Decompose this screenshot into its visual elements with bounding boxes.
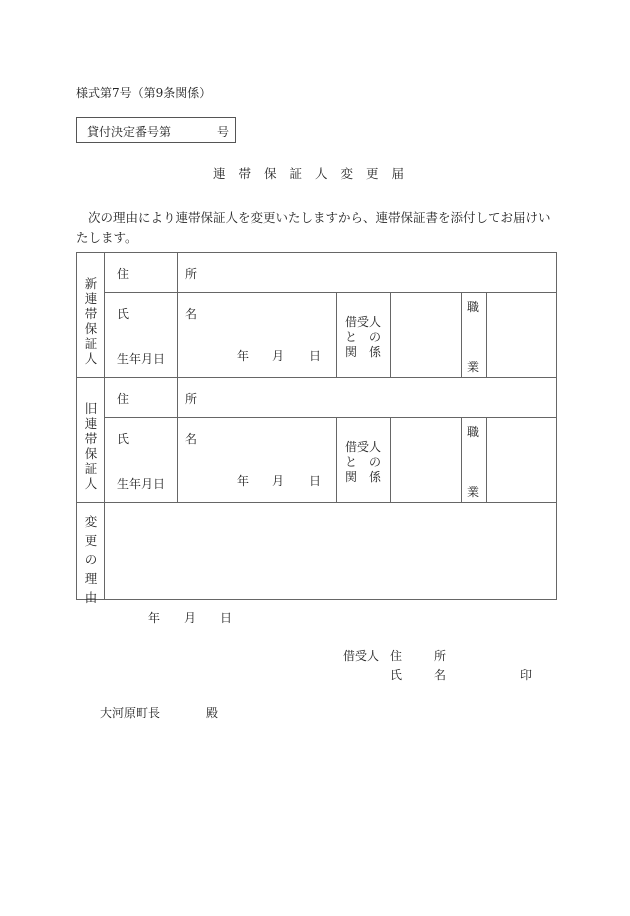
old-address-label: 住 所 — [117, 392, 220, 406]
old-name-field[interactable] — [178, 418, 336, 458]
new-name-label: 氏 名 — [117, 307, 220, 321]
new-occupation-field[interactable] — [487, 293, 556, 377]
submit-day-unit: 日 — [220, 611, 233, 625]
old-occupation-label-bottom: 業 — [467, 485, 480, 499]
table-border-right — [556, 252, 557, 600]
addressee-honorific: 殿 — [206, 706, 219, 720]
new-birth-month-unit: 月 — [272, 349, 285, 363]
reason-field[interactable] — [105, 503, 556, 599]
borrower-address-label: 住 所 — [390, 649, 457, 663]
old-birth-year-unit: 年 — [237, 474, 250, 488]
col-divider — [461, 417, 462, 502]
borrower-address-field[interactable] — [440, 645, 550, 663]
decision-number-box[interactable] — [76, 117, 236, 143]
new-relation-field[interactable] — [391, 293, 461, 377]
old-relation-label-line3: 関 係 — [345, 470, 382, 484]
old-name-label: 氏 名 — [117, 432, 220, 446]
old-birthdate-label: 生年月日 — [117, 477, 166, 491]
new-relation-label-line1: 借受人 — [345, 315, 382, 329]
new-name-field[interactable] — [178, 293, 336, 333]
new-relation-label-line2: と の — [345, 330, 382, 344]
submit-year-unit: 年 — [148, 611, 161, 625]
new-relation-label-line3: 関 係 — [345, 345, 382, 359]
table-border-left — [76, 252, 77, 600]
old-occupation-label-top: 職 — [467, 425, 480, 439]
new-birth-day-unit: 日 — [309, 349, 322, 363]
decision-number-label: 貸付決定番号第 — [87, 125, 172, 139]
old-relation-label-line1: 借受人 — [345, 440, 382, 454]
new-address-field[interactable] — [178, 253, 556, 292]
old-birth-month-unit: 月 — [272, 474, 285, 488]
borrower-name-field[interactable] — [440, 664, 510, 682]
old-guarantor-section-label: 旧連帯保証人 — [84, 401, 98, 491]
old-occupation-field[interactable] — [487, 418, 556, 502]
addressee: 大河原町長 — [100, 706, 161, 720]
borrower-label: 借受人 — [343, 649, 380, 663]
borrower-name-label: 氏 名 — [390, 668, 457, 682]
col-divider — [336, 417, 337, 502]
new-birth-year-unit: 年 — [237, 349, 250, 363]
old-address-field[interactable] — [178, 378, 556, 417]
new-guarantor-section-label: 新連帯保証人 — [84, 276, 98, 366]
decision-number-suffix: 号 — [217, 125, 230, 139]
old-relation-field[interactable] — [391, 418, 461, 502]
old-birth-day-unit: 日 — [309, 474, 322, 488]
form-number: 様式第7号（第9条関係） — [76, 86, 212, 100]
table-border-bottom — [76, 599, 557, 600]
document-title: 連帯保証人変更届 — [212, 166, 417, 181]
old-relation-label-line2: と の — [345, 455, 382, 469]
seal-mark: 印 — [520, 668, 533, 682]
new-occupation-label-bottom: 業 — [467, 360, 480, 374]
new-address-label: 住 所 — [117, 267, 220, 281]
reason-section-label: 変更の理由 — [84, 514, 98, 605]
intro-text: 次の理由により連帯保証人を変更いたしますから、連帯保証書を添付してお届けいたします。 — [76, 210, 551, 245]
new-birthdate-label: 生年月日 — [117, 352, 166, 366]
col-divider — [336, 292, 337, 377]
new-occupation-label-top: 職 — [467, 300, 480, 314]
submit-month-unit: 月 — [184, 611, 197, 625]
col-divider — [461, 292, 462, 377]
